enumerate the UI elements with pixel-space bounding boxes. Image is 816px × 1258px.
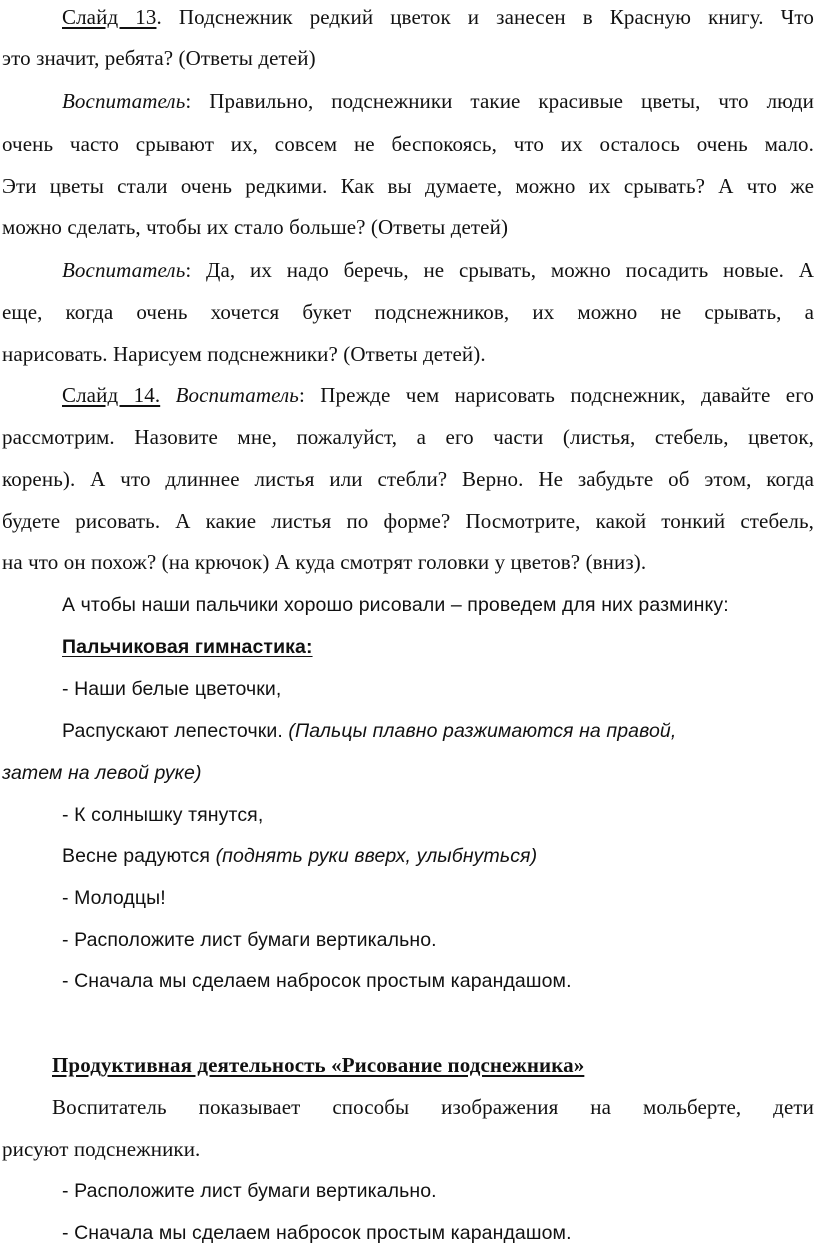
paragraph-1-line-2: это значит, ребята? (Ответы детей) [2,46,316,70]
warmup-instruction: (Пальцы плавно разжимаются на правой, [288,720,677,742]
paragraph-4-line-4: будете рисовать. А какие листья по форме? Посмотрите, какой тонкий стебель, [2,509,814,533]
productive-heading: Продуктивная деятельность «Рисование подснежника» [52,1053,585,1077]
paragraph-1-line-1 [62,2,814,32]
productive-paragraph-line-2: рисуют подснежники. [2,1137,201,1161]
warmup-instruction-cont: затем на левой руке) [2,762,202,784]
paragraph-3-line-2: еще, когда очень хочется букет подснежников, их можно не срывать, а [2,300,814,324]
warmup-instruction: (поднять руки вверх, улыбнуться) [215,845,538,867]
speaker-label: Воспитатель [62,89,186,113]
productive-line-2: - Сначала мы сделаем набросок простым карандашом. [62,1222,572,1244]
paragraph-3-line-1: Воспитатель: Да, их надо беречь, не срывать, можно посадить новые. А [62,258,814,282]
paragraph-2-line-3: Эти цветы стали очень редкими. Как вы думаете, можно их срывать? А что же [2,174,814,198]
slide-13-label: Слайд 13 [62,5,157,29]
speaker-label: Воспитатель [62,258,186,282]
paragraph-4-line-2: рассмотрим. Назовите мне, пожалуйст, а его части (листья, стебель, цветок, [2,425,814,449]
warmup-line-6: - Расположите лист бумаги вертикально. [62,929,437,951]
warmup-line-7: - Сначала мы сделаем набросок простым карандашом. [62,970,572,992]
paragraph-2-line-1: Воспитатель: Правильно, подснежники такие красивые цветы, что люди [62,89,814,113]
paragraph-1-text: . Подснежник редкий цветок и занесен в Красную книгу. Что [156,5,814,29]
slide-14-label: Слайд 14. [62,383,161,407]
warmup-line-5: - Молодцы! [62,887,166,909]
paragraph-3-line-3: нарисовать. Нарисуем подснежники? (Ответы детей). [2,342,486,366]
paragraph-4-line-5: на что он похож? (на крючок) А куда смотрят головки у цветов? (вниз). [2,550,647,574]
paragraph-2-line-2: очень часто срывают их, совсем не беспокоясь, что их осталось очень мало. [2,132,814,156]
speaker-label: Воспитатель [175,383,299,407]
warmup-intro: А чтобы наши пальчики хорошо рисовали – проведем для них разминку: [62,594,729,616]
warmup-line-4: Весне радуются (поднять руки вверх, улыбнуться) [62,845,538,867]
paragraph-4-line-3: корень). А что длиннее листья или стебли? Верно. Не забудьте об этом, когда [2,467,814,491]
warmup-line-3: - К солнышку тянутся, [62,804,264,826]
paragraph-2-line-4: можно сделать, чтобы их стало больше? (Ответы детей) [2,215,509,239]
warmup-line-1: - Наши белые цветочки, [62,678,282,700]
warmup-heading: Пальчиковая гимнастика: [62,636,313,658]
productive-line-1: - Расположите лист бумаги вертикально. [62,1180,437,1202]
paragraph-4-line-1: Слайд 14. Воспитатель: Прежде чем нарисовать подснежник, давайте его [62,383,814,407]
warmup-line-2: Распускают лепесточки. (Пальцы плавно разжимаются на правой, [62,720,677,742]
productive-paragraph-line-1: Воспитатель показывает способы изображения на мольберте, дети [52,1095,814,1119]
